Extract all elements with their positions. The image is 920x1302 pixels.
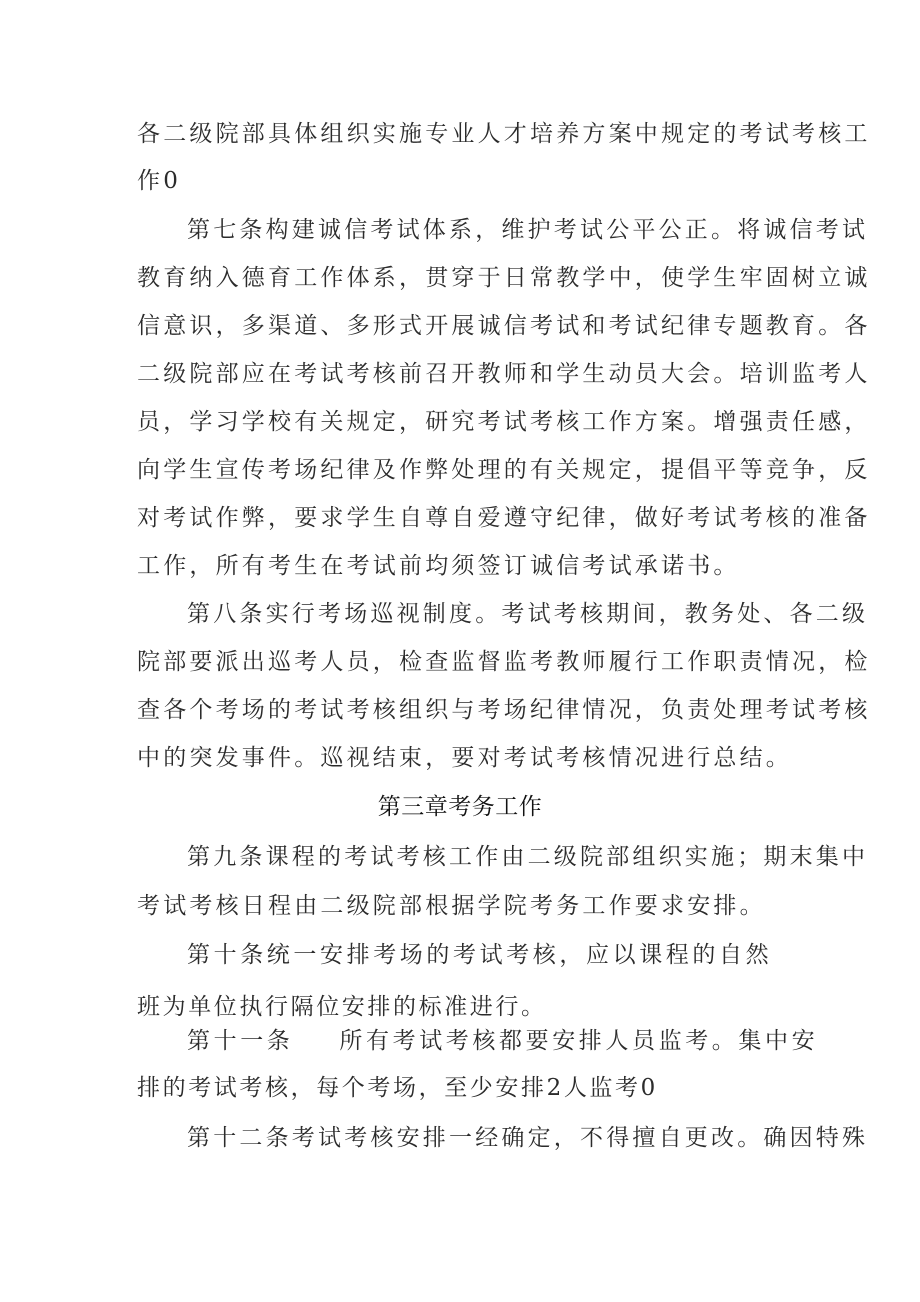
article-8-line-4: 中的突发事件。巡视结束，要对考试考核情况进行总结。	[137, 745, 792, 771]
article-7-line-6: 向学生宣传考场纪律及作弊处理的有关规定，提倡平等竞争，反	[137, 457, 871, 483]
article-8-line-2: 院部要派出巡考人员，检查监督监考教师履行工作职责情况，检	[137, 649, 871, 675]
article-12-line-1: 第十二条考试考核安排一经确定，不得擅自更改。确因特殊	[187, 1125, 869, 1151]
article-7-line-8: 工作，所有考生在考试前均须签订诚信考试承诺书。	[137, 553, 740, 579]
article-7-line-3: 信意识，多渠道、多形式开展诚信考试和考试纪律专题教育。各	[137, 313, 871, 339]
article-7-line-1: 第七条构建诚信考试体系，维护考试公平公正。将诚信考试	[187, 217, 869, 243]
article-11-line-2: 排的考试考核，每个考场，至少安排2人监考0	[137, 1075, 658, 1101]
article-9-line-1: 第九条课程的考试考核工作由二级院部组织实施；期末集中	[187, 844, 869, 870]
para-intro-line-1: 各二级院部具体组织实施专业人才培养方案中规定的考试考核工	[137, 121, 871, 147]
chapter-3-title: 第三章考务工作	[377, 794, 543, 820]
article-11-label: 第十一条	[187, 1028, 294, 1054]
article-10-line-2: 班为单位执行隔位安排的标准进行。	[137, 994, 547, 1020]
article-11-line-1	[187, 1026, 819, 1056]
article-7-line-4: 二级院部应在考试考核前召开教师和学生动员大会。培训监考人	[137, 361, 871, 387]
article-7-line-5: 员，学习学校有关规定，研究考试考核工作方案。增强责任感，	[137, 409, 871, 435]
article-8-line-3: 查各个考场的考试考核组织与考场纪律情况，负责处理考试考核	[137, 697, 871, 723]
article-7-line-2: 教育纳入德育工作体系，贯穿于日常教学中，使学生牢固树立诚	[137, 265, 871, 291]
article-7-line-7: 对考试作弊，要求学生自尊自爱遵守纪律，做好考试考核的准备	[137, 505, 871, 531]
article-8-line-1: 第八条实行考场巡视制度。考试考核期间，教务处、各二级	[187, 601, 869, 627]
article-10-line-1: 第十条统一安排考场的考试考核，应以课程的自然	[187, 942, 773, 968]
article-9-line-2: 考试考核日程由二级院部根据学院考务工作要求安排。	[137, 893, 766, 919]
para-intro-line-2: 作0	[137, 168, 182, 194]
article-11-text: 所有考试考核都要安排人员监考。集中安	[339, 1028, 819, 1054]
